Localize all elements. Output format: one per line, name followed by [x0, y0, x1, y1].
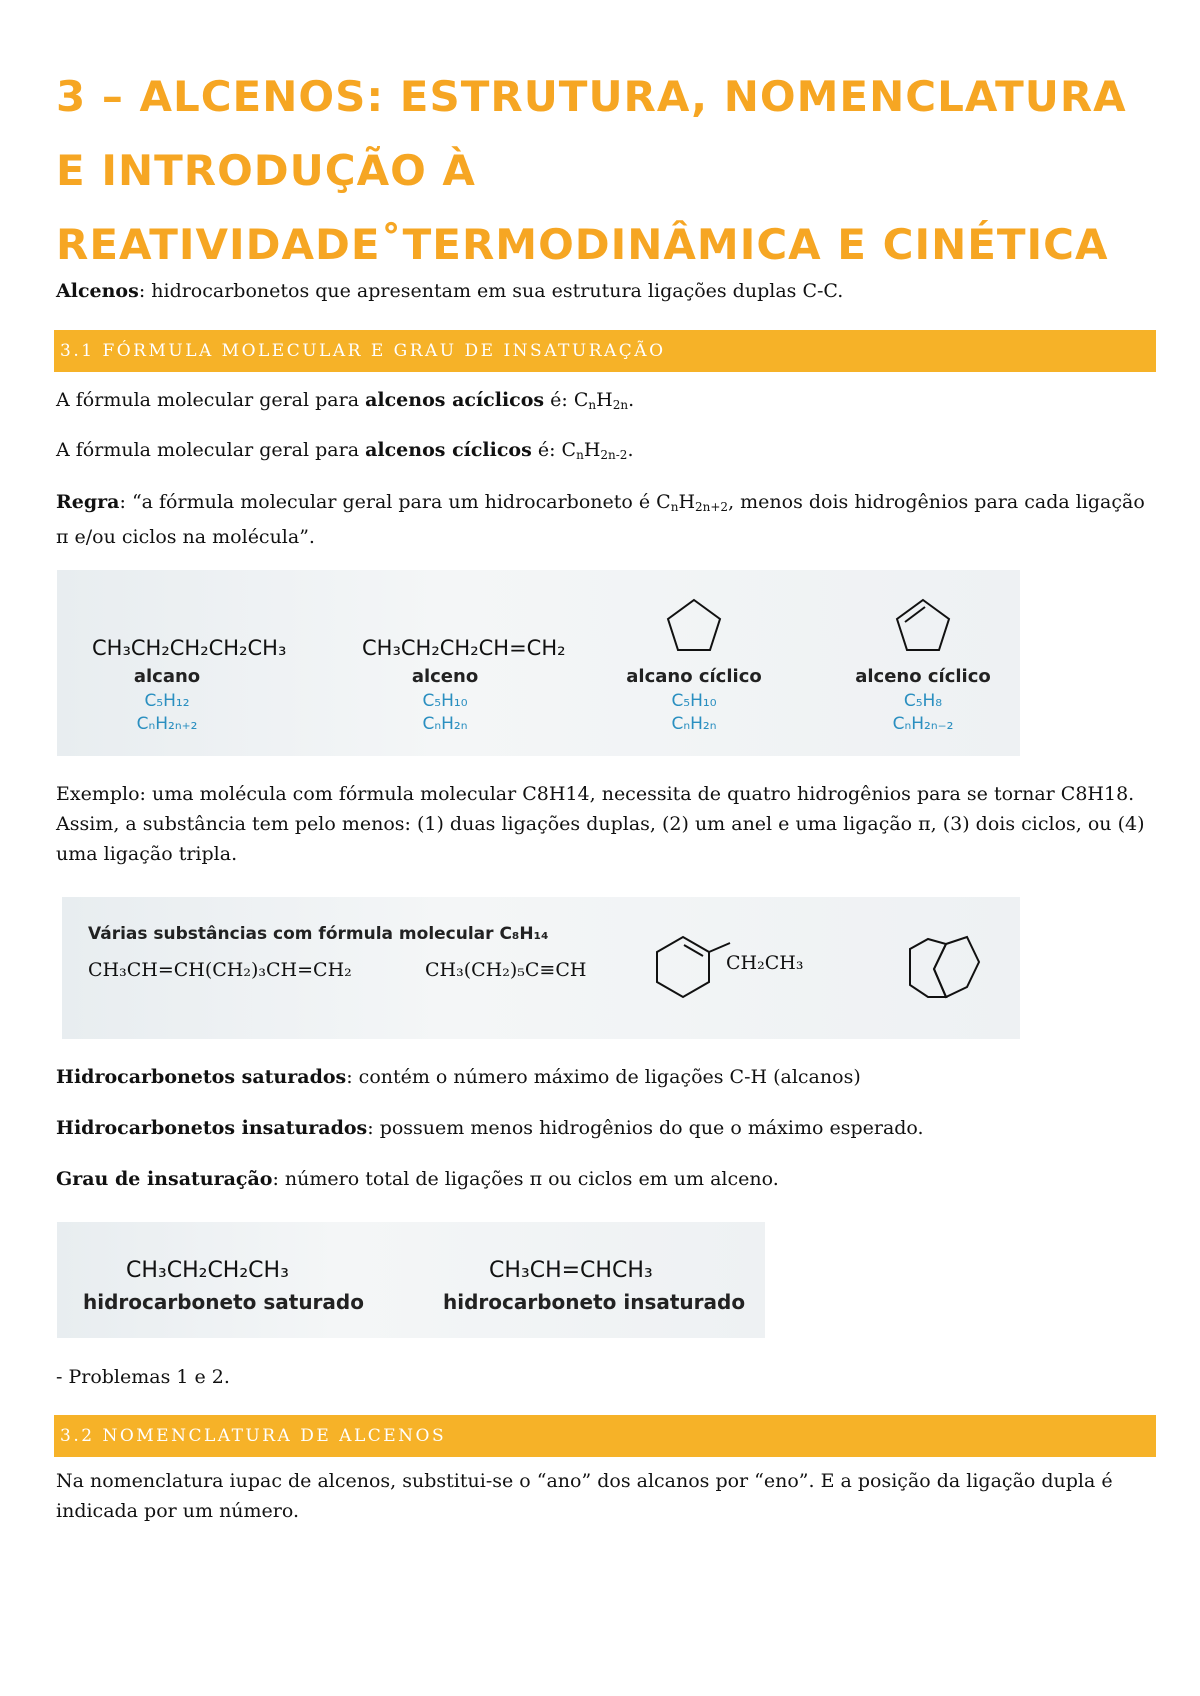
rule-paragraph: Regra: “a fórmula molecular geral para um hidrocarboneto é $C_nH_{2n+2}$, menos dois hidrogênios para cada ligação π e/ou ciclos na molécula”. [56, 491, 1145, 548]
section-heading-1-text: 3.1 FÓRMULA MOLECULAR E GRAU DE INSATURAÇÃO [60, 341, 666, 361]
cycloalkene-formula: C₅H₈ [903, 691, 943, 711]
unsaturated-label: hidrocarboneto insaturado [443, 1290, 746, 1314]
butene-structure: CH₃CH=CHCH₃ [489, 1258, 653, 1283]
isomers-caption: Várias substâncias com fórmula molecular C₈H₁₄ [88, 924, 549, 944]
butane-structure: CH₃CH₂CH₂CH₃ [126, 1258, 289, 1283]
cyclopentane-icon [668, 600, 720, 650]
cyclopentene-icon [897, 600, 949, 650]
figure-saturated-vs-unsaturated [57, 1222, 765, 1338]
acyclic-formula-paragraph: A fórmula molecular geral para alcenos acíclicos é: $C_nH_{2n}$. [56, 389, 635, 412]
alkane-general: CₙH₂ₙ₊₂ [136, 714, 198, 734]
cycloalkane-general: CₙH₂ₙ [671, 714, 717, 734]
alkene-label: alceno [411, 666, 479, 687]
nomenclature-paragraph: Na nomenclatura iupac de alcenos, substitui-se o “ano” dos alcanos por “eno”. E a posição da ligação dupla é indicada por um número. [56, 1470, 1113, 1522]
figure-c8h14-isomers [62, 897, 1020, 1039]
cycloalkene-general: CₙH₂ₙ₋₂ [892, 714, 954, 734]
ethyl-substituent: CH₂CH₃ [726, 952, 804, 974]
problems-note: - Problemas 1 e 2. [56, 1366, 230, 1388]
intro-paragraph [56, 276, 1146, 306]
unsaturated-paragraph: Hidrocarbonetos insaturados: possuem menos hidrogênios do que o máximo esperado. [56, 1117, 924, 1139]
diene-structure: CH₃CH=CH(CH₂)₃CH=CH₂ [88, 959, 352, 981]
alkene-general: CₙH₂ₙ [422, 714, 468, 734]
intro-text: : hidrocarbonetos que apresentam em sua estrutura ligações duplas C-C. [138, 280, 844, 302]
figure-formula-comparison [57, 570, 1020, 756]
alkane-structure: CH₃CH₂CH₂CH₂CH₃ [92, 636, 287, 660]
bicyclooctane-icon [910, 937, 979, 997]
section-heading-1 [54, 330, 1156, 372]
cycloalkane-formula: C₅H₁₀ [671, 691, 717, 711]
saturated-label: hidrocarboneto saturado [83, 1290, 364, 1314]
alkyne-structure: CH₃(CH₂)₅C≡CH [425, 959, 587, 981]
page-title: 3 – ALCENOS: ESTRUTURA, NOMENCLATURA E INTRODUÇÃO À REATIVIDADE˚TERMODINÂMICA E CINÉTICA [56, 72, 1127, 269]
section-heading-2-text: 3.2 NOMENCLATURA DE ALCENOS [60, 1426, 447, 1446]
cycloalkane-label: alcano cíclico [626, 666, 762, 687]
section-heading-2 [54, 1415, 1156, 1457]
alkane-label: alcano [133, 666, 201, 687]
example-paragraph: Exemplo: uma molécula com fórmula molecular C8H14, necessita de quatro hidrogênios para se tornar C8H18. Assim, a substância tem pelo menos: (1) duas ligações duplas, (2) um anel e uma ligação π, (3) dois ciclos, ou (4) uma ligação tripla. [56, 783, 1145, 865]
degree-paragraph: Grau de insaturação: número total de ligações π ou ciclos em um alceno. [56, 1168, 779, 1190]
cyclic-formula-paragraph: A fórmula molecular geral para alcenos cíclicos é: $C_nH_{2n-2}$. [56, 439, 634, 462]
cycloalkene-label: alceno cíclico [855, 666, 991, 687]
alkene-formula: C₅H₁₀ [422, 691, 468, 711]
intro-term: Alcenos [56, 280, 139, 302]
saturated-paragraph: Hidrocarbonetos saturados: contém o número máximo de ligações C-H (alcanos) [56, 1066, 861, 1088]
alkane-formula: C₅H₁₂ [144, 691, 190, 711]
alkene-structure: CH₃CH₂CH₂CH=CH₂ [362, 636, 566, 660]
ethylcyclohexene-icon [657, 937, 730, 997]
